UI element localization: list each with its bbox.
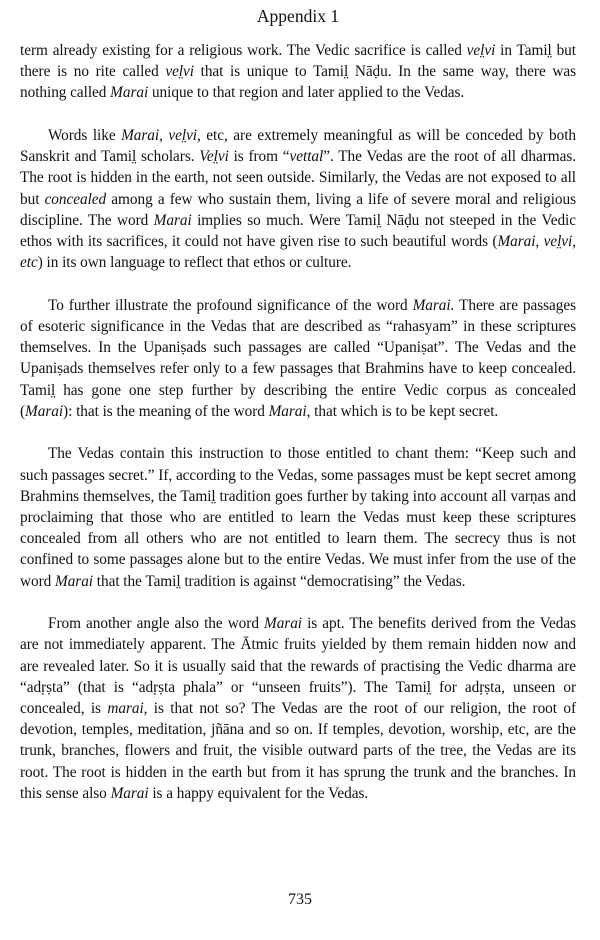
italic-term: Marai bbox=[264, 615, 302, 633]
italic-term: Marai, vel̤vi, etc bbox=[20, 233, 576, 272]
text-run: Words like bbox=[48, 127, 122, 144]
running-head: Appendix 1 bbox=[256, 6, 340, 26]
text-run: The Vedas contain this instruction to those entitled to chant them: “Keep such and such passages secret.” If, according to the Vedas, some passages must be kept secret among Brahmins themselves, the Tamil̤ tradition goes further by taking into account all varṇas and proclaiming that those who are entitled to learn the Vedas must keep these scriptures concealed from all others who are not entitled to learn them. The secrecy thus is not confined to some passages alone but to the entire Vedas. We must infer from the use of the word bbox=[20, 445, 576, 590]
text-run: , that which is to be kept secret. bbox=[306, 402, 499, 420]
paragraph bbox=[20, 613, 576, 804]
text-run: There are passages of esoteric significance in the Vedas that are described as “rahasyam” in these scriptures themselves. In the Upaniṣads such passages are called “Upaniṣat”. The Vedas and the Upaniṣads themselves refer only to a few passages that Brahmins have to keep concealed. Tamil̤ has gone one step further by describing the entire Vedic corpus as concealed ( bbox=[20, 296, 577, 420]
text-run: term already existing for a religious work. The Vedic sacrifice is called bbox=[20, 42, 467, 59]
italic-term: Marai bbox=[110, 84, 149, 102]
italic-term: Vel̤vi bbox=[199, 148, 229, 166]
text-run: etc, are extremely meaningful as will be conceded by both Sanskrit and Tamil̤ scholars. bbox=[20, 127, 576, 166]
text-run: To further illustrate the profound significance of the word bbox=[48, 296, 413, 314]
text-run: is from “ bbox=[228, 148, 290, 166]
text-run: ”. The Vedas are the root of all dharmas. The root is hidden in the earth, not seen outside. Similarly, the Vedas are not exposed to all but bbox=[20, 148, 576, 208]
italic-term: Marai bbox=[268, 402, 307, 420]
italic-term: vettal bbox=[289, 148, 324, 166]
italic-term: Marai, vel̤vi, bbox=[121, 127, 201, 144]
text-run: among a few who sustain them, living a life of severe moral and religious discipline. The word bbox=[20, 190, 576, 229]
italic-term: vel̤vi bbox=[466, 42, 496, 59]
italic-term: Marai bbox=[153, 211, 192, 229]
text-run: implies so much. Were Tamil̤ Nāḍu not steeped in the Vedic ethos with its sacrifices, it could not have given rise to such beautiful words ( bbox=[20, 211, 576, 251]
italic-term: marai, bbox=[107, 700, 148, 718]
text-run: is apt. The benefits derived from the Vedas are not immediately apparent. The Ātmic fruits yielded by them remain hidden now and are revealed later. So it is usually said that the rewards of practising the Vedic dharma are “adṛṣta” (that is “adṛṣta phala” or “unseen fruits”). The Tamil̤ for adṛṣta, unseen or concealed, is bbox=[20, 615, 576, 718]
text-run: in Tamil̤ but there is no rite called bbox=[20, 42, 576, 81]
paragraph bbox=[20, 40, 576, 104]
text-run: unique to that region and later applied to the Vedas. bbox=[148, 84, 465, 102]
text-run: From another angle also the word bbox=[48, 615, 264, 633]
page-number: 735 bbox=[288, 891, 312, 908]
text-run: ): that is the meaning of the word bbox=[63, 402, 269, 420]
italic-term: vel̤vi bbox=[165, 63, 194, 81]
body-text bbox=[20, 40, 576, 804]
text-run: that is unique to Tamil̤ Nāḍu. In the same way, there was nothing called bbox=[20, 63, 576, 102]
italic-term: Marai bbox=[55, 572, 94, 590]
italic-term: Marai bbox=[25, 402, 64, 420]
italic-term: Marai. bbox=[412, 296, 455, 314]
paragraph bbox=[20, 443, 576, 591]
text-run: is a happy equivalent for the Vedas. bbox=[148, 784, 369, 802]
text-run: is that not so? The Vedas are the root of our religion, the root of devotion, temples, meditation, jñāna and so on. If temples, devotion, worship, etc, are the trunk, branches, flowers and fruit, the visible outward parts of the tree, the Vedas are its root. The root is hidden in the earth but from it has sprung the trunk and the branches. In this sense also bbox=[20, 700, 576, 802]
italic-term: Marai bbox=[110, 784, 149, 802]
italic-term: concealed bbox=[44, 190, 107, 208]
text-run: ) in its own language to reflect that ethos or culture. bbox=[37, 254, 352, 272]
paragraph bbox=[20, 295, 576, 422]
text-run: that the Tamil̤ tradition is against “democratising” the Vedas. bbox=[93, 572, 466, 590]
paragraph bbox=[20, 125, 576, 273]
